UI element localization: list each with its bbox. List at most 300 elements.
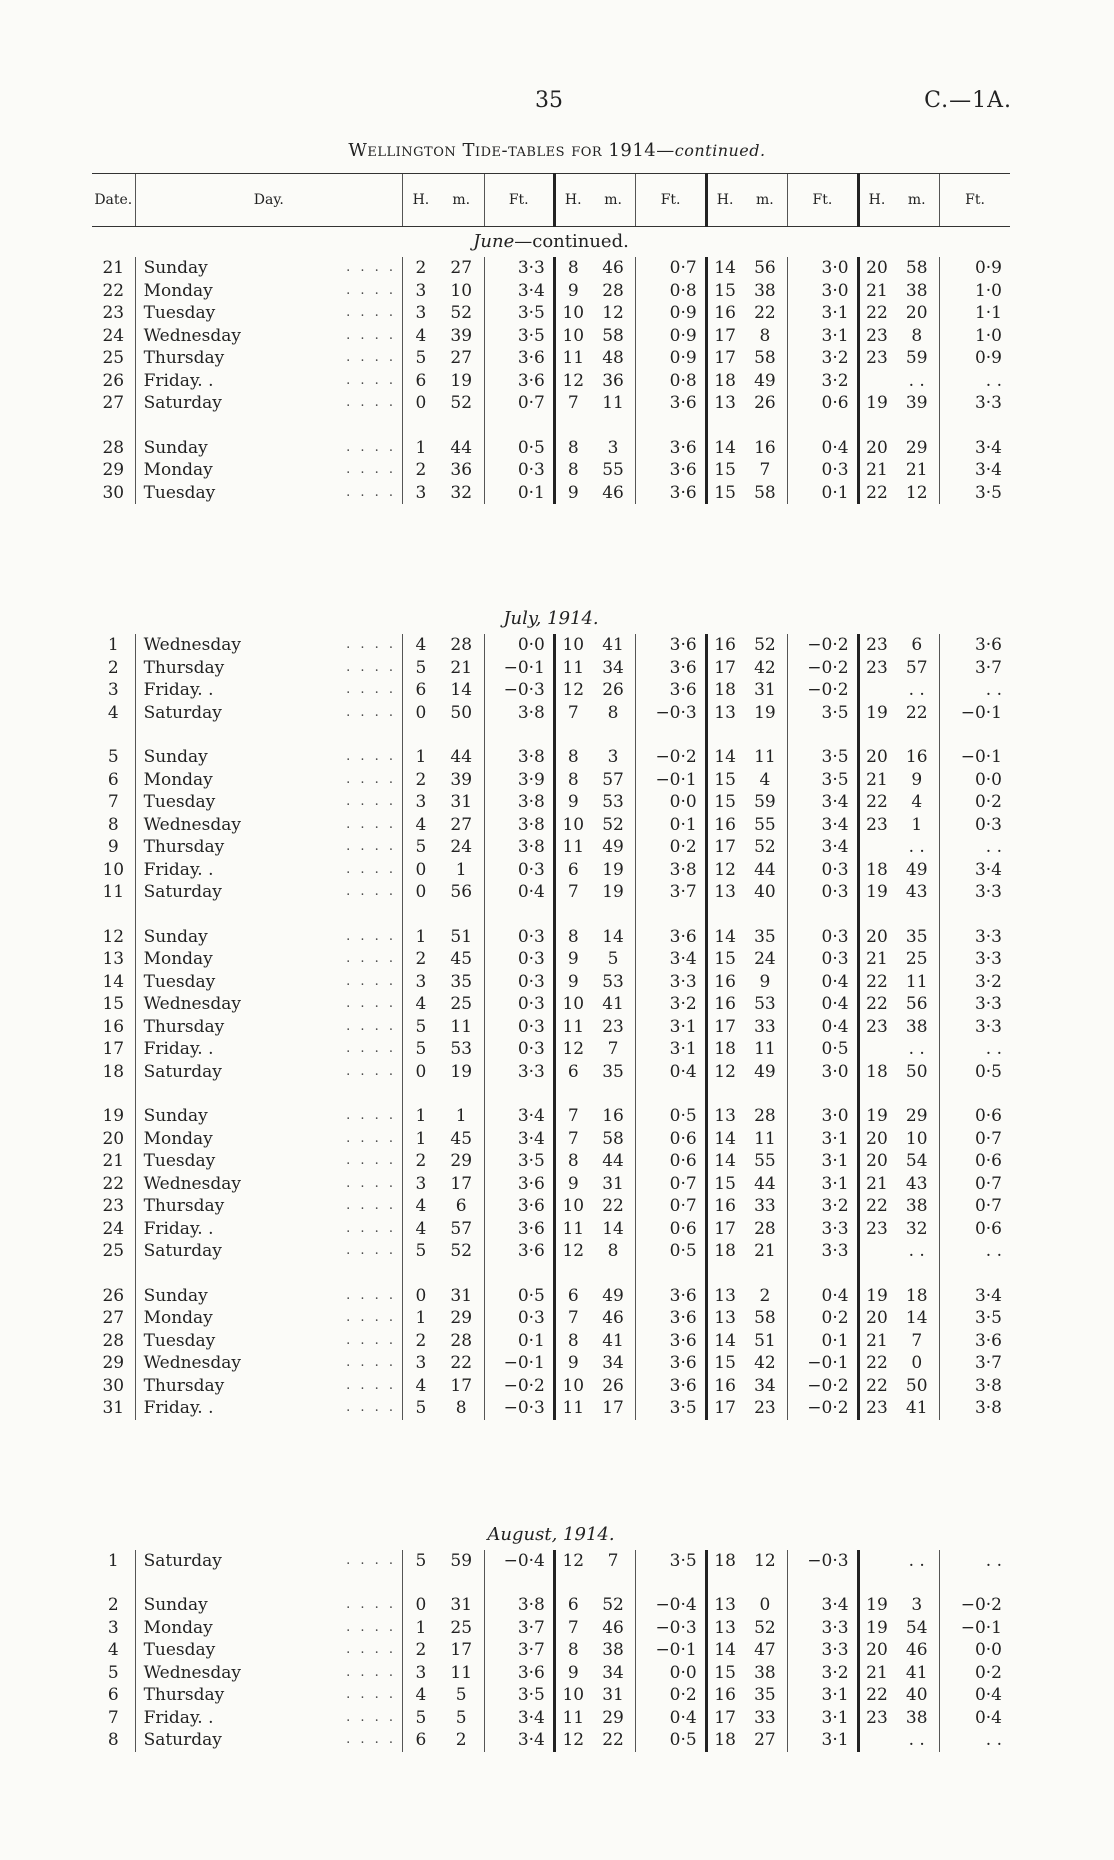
cell-h3: 14: [706, 257, 742, 280]
cell-m4: 46: [905, 1640, 928, 1660]
cell-h1: 5: [403, 1397, 439, 1420]
cell-date: 29: [102, 460, 125, 480]
cell-h1: 3: [403, 482, 439, 505]
cell-m4: 43: [905, 1173, 928, 1194]
cell-m4: 35: [905, 926, 928, 947]
cell-h4: 21: [858, 769, 894, 792]
cell-h1: 1: [403, 926, 439, 949]
cell-leader: . . . .: [346, 1243, 397, 1258]
cell-ft3: 3·2: [788, 347, 858, 370]
cell-h1: 2: [403, 1150, 439, 1173]
cell-m2: 3: [607, 437, 619, 458]
cell-h1: 6: [403, 679, 439, 702]
cell-day: Wednesday: [135, 1352, 325, 1375]
cell-leader: . . . .: [346, 659, 397, 675]
cell-ft1: 0·3: [484, 948, 554, 971]
page-title: [0, 140, 1114, 161]
cell-leader: . . . .: [346, 484, 397, 500]
cell-ft1: 0·1: [484, 482, 554, 505]
cell-day: Saturday: [135, 1240, 325, 1263]
cell-m4: 29: [905, 437, 928, 458]
cell-h2: 11: [554, 1397, 590, 1420]
cell-ft2: 0·5: [636, 1240, 706, 1263]
cell-m3: 11: [754, 1128, 776, 1149]
cell-m2: 7: [607, 1550, 619, 1571]
cell-h1: 5: [403, 1240, 439, 1263]
cell-h4: 22: [858, 1195, 894, 1218]
table-row: [92, 1375, 1010, 1398]
cell-leader: . . . .: [346, 350, 397, 365]
cell-h4: [858, 1240, 894, 1263]
cell-h2: 9: [554, 1352, 590, 1375]
cell-m3: 40: [754, 882, 776, 902]
cell-date: 1: [107, 1550, 119, 1571]
week-spacer: [92, 1083, 1010, 1105]
cell-date: 13: [102, 949, 125, 969]
cell-h3: 14: [706, 437, 742, 460]
cell-m2: 57: [602, 769, 624, 790]
table-row: [92, 791, 1010, 814]
cell-ft3: 0·1: [788, 482, 858, 505]
cell-h3: 17: [706, 347, 742, 370]
table-row: [92, 634, 1010, 657]
cell-ft4: 3·3: [940, 392, 1010, 415]
cell-date: 6: [107, 769, 119, 790]
cell-ft3: 3·0: [788, 1105, 858, 1128]
cell-leader: . . . .: [346, 395, 397, 410]
cell-h4: [858, 1038, 894, 1061]
cell-h4: 20: [858, 1639, 894, 1662]
cell-leader: . . . .: [346, 839, 397, 854]
cell-h4: 19: [858, 1594, 894, 1617]
cell-h2: 12: [554, 1038, 590, 1061]
header-m1: m.: [439, 174, 484, 227]
cell-m2: 22: [602, 1196, 624, 1216]
cell-day: Wednesday: [135, 814, 325, 837]
cell-ft4: 3·4: [940, 1285, 1010, 1308]
cell-ft2: 3·6: [636, 926, 706, 949]
cell-ft4: 0·6: [940, 1105, 1010, 1128]
cell-h4: 19: [858, 1105, 894, 1128]
cell-m1: 56: [450, 882, 473, 902]
cell-m4: . .: [908, 1039, 925, 1059]
cell-ft2: 3·4: [636, 948, 706, 971]
table-row: [92, 993, 1010, 1016]
cell-m1: 1: [455, 859, 467, 880]
header-ft2: Ft.: [636, 174, 706, 227]
cell-m4: . .: [908, 1241, 925, 1261]
cell-ft2: 3·1: [636, 1016, 706, 1039]
cell-h3: 13: [706, 1285, 742, 1308]
cell-leader: . . . .: [346, 1130, 397, 1146]
table-row: [92, 392, 1010, 415]
cell-ft2: 3·6: [636, 634, 706, 657]
cell-leader: . . . .: [346, 1332, 397, 1348]
cell-ft3: 3·4: [788, 814, 858, 837]
cell-m3: 44: [754, 859, 776, 880]
cell-h3: 17: [706, 1707, 742, 1730]
cell-m4: 4: [911, 792, 923, 812]
cell-m2: 46: [602, 1617, 624, 1638]
header-h3: H.: [706, 174, 742, 227]
cell-h1: 6: [403, 370, 439, 393]
cell-ft2: 3·6: [636, 437, 706, 460]
cell-leader: . . . .: [346, 1041, 397, 1056]
cell-h2: 11: [554, 347, 590, 370]
cell-ft2: 0·4: [636, 1707, 706, 1730]
cell-h3: 18: [706, 1038, 742, 1061]
cell-leader: . . . .: [346, 1597, 397, 1612]
header-h1: H.: [403, 174, 439, 227]
cell-day: Wednesday: [135, 1173, 325, 1196]
cell-ft1: −0·3: [484, 1397, 554, 1420]
cell-m4: . .: [908, 680, 925, 700]
cell-m3: 52: [754, 1617, 776, 1638]
header-day: Day.: [135, 174, 402, 227]
cell-day: Thursday: [135, 1195, 325, 1218]
cell-m4: 59: [905, 348, 928, 368]
cell-m1: 5: [455, 1707, 467, 1728]
cell-ft1: 3·7: [484, 1639, 554, 1662]
cell-h4: 22: [858, 971, 894, 994]
cell-m1: 52: [450, 393, 473, 413]
cell-m3: 26: [754, 393, 776, 413]
cell-ft1: 0·3: [484, 971, 554, 994]
cell-date: 5: [107, 747, 119, 767]
cell-ft1: 3·6: [484, 1173, 554, 1196]
cell-ft1: 3·5: [484, 1150, 554, 1173]
cell-leader: . . . .: [346, 1552, 397, 1568]
table-row: [92, 1707, 1010, 1730]
cell-ft2: −0·4: [636, 1594, 706, 1617]
cell-m4: 38: [905, 280, 928, 301]
cell-ft1: 3·5: [484, 302, 554, 325]
cell-h2: 12: [554, 1240, 590, 1263]
header-ft1: Ft.: [484, 174, 554, 227]
cell-date: 27: [102, 393, 125, 413]
cell-m3: 22: [754, 303, 776, 323]
cell-m2: 52: [602, 814, 624, 835]
cell-ft4: 0·0: [940, 769, 1010, 792]
cell-ft1: 0·3: [484, 1307, 554, 1330]
cell-day: Tuesday: [135, 482, 325, 505]
title-main: Wellington Tide-tables for 1914—: [348, 140, 675, 161]
cell-m2: 52: [602, 1595, 624, 1615]
cell-h2: 9: [554, 791, 590, 814]
cell-m3: 52: [754, 635, 776, 655]
cell-ft4: 0·6: [940, 1150, 1010, 1173]
header-m4: m.: [894, 174, 939, 227]
cell-h2: 12: [554, 1550, 590, 1573]
cell-ft2: 0·2: [636, 1684, 706, 1707]
cell-ft2: 0·0: [636, 791, 706, 814]
cell-m1: 35: [450, 971, 473, 992]
cell-ft3: 3·5: [788, 746, 858, 769]
cell-date: 8: [107, 1730, 119, 1750]
cell-ft4: 0·4: [940, 1684, 1010, 1707]
cell-m4: 41: [905, 1662, 928, 1683]
cell-h4: 19: [858, 1285, 894, 1308]
document-reference: C.—1A.: [924, 88, 1012, 113]
cell-h1: 4: [403, 1195, 439, 1218]
cell-h1: 3: [403, 1352, 439, 1375]
cell-h4: 20: [858, 1150, 894, 1173]
cell-ft2: 3·1: [636, 1038, 706, 1061]
cell-h1: 0: [403, 702, 439, 725]
cell-m4: 11: [905, 971, 928, 992]
cell-ft3: 3·4: [788, 1594, 858, 1617]
cell-m4: 3: [911, 1595, 923, 1615]
cell-h2: 7: [554, 702, 590, 725]
cell-day: Tuesday: [135, 1639, 325, 1662]
cell-m4: 41: [905, 1398, 928, 1418]
cell-h4: 20: [858, 746, 894, 769]
cell-h2: 7: [554, 392, 590, 415]
cell-h3: 17: [706, 325, 742, 348]
cell-h1: 2: [403, 948, 439, 971]
cell-h3: 16: [706, 1375, 742, 1398]
cell-h1: 2: [403, 459, 439, 482]
cell-m1: 1: [455, 1106, 467, 1126]
cell-ft3: 3·2: [788, 1662, 858, 1685]
cell-m2: 19: [602, 859, 624, 880]
table-row: [92, 1240, 1010, 1263]
cell-h3: 17: [706, 836, 742, 859]
cell-date: 25: [102, 348, 125, 368]
cell-day: Friday. .: [135, 679, 325, 702]
cell-ft1: 3·6: [484, 370, 554, 393]
cell-day: Tuesday: [135, 302, 325, 325]
cell-h2: 9: [554, 1173, 590, 1196]
cell-h1: 0: [403, 881, 439, 904]
cell-ft4: 3·8: [940, 1375, 1010, 1398]
cell-h1: 3: [403, 1662, 439, 1685]
table-row: [92, 1550, 1010, 1573]
cell-ft4: 0·5: [940, 1061, 1010, 1084]
cell-day: Friday. .: [135, 370, 325, 393]
cell-h2: 6: [554, 859, 590, 882]
cell-date: 7: [107, 792, 119, 812]
table-row: [92, 1195, 1010, 1218]
cell-h1: 0: [403, 1285, 439, 1308]
page-number: 35: [535, 88, 563, 113]
cell-m2: 53: [602, 971, 624, 992]
cell-ft3: −0·2: [788, 1375, 858, 1398]
cell-h2: 7: [554, 1307, 590, 1330]
cell-h1: 1: [403, 1307, 439, 1330]
cell-m4: 57: [905, 657, 928, 678]
table-row: [92, 257, 1010, 280]
cell-ft2: 0·7: [636, 1195, 706, 1218]
cell-ft3: 3·1: [788, 1150, 858, 1173]
cell-h3: 18: [706, 370, 742, 393]
cell-ft1: 3·4: [484, 1105, 554, 1128]
cell-ft1: 3·8: [484, 702, 554, 725]
table-row: [92, 1218, 1010, 1241]
table-row: [92, 302, 1010, 325]
cell-date: 28: [102, 1330, 125, 1351]
cell-m2: 31: [602, 1173, 624, 1194]
cell-day: Saturday: [135, 881, 325, 904]
cell-h1: 4: [403, 325, 439, 348]
cell-m2: 46: [602, 258, 624, 278]
table-row: [92, 347, 1010, 370]
cell-ft4: . .: [940, 836, 1010, 859]
cell-h2: 9: [554, 1662, 590, 1685]
cell-ft2: −0·2: [636, 746, 706, 769]
cell-leader: . . . .: [346, 260, 397, 275]
table-row: [92, 679, 1010, 702]
cell-leader: . . . .: [346, 951, 397, 966]
cell-h1: 1: [403, 1617, 439, 1640]
cell-m1: 57: [450, 1218, 473, 1239]
cell-day: Tuesday: [135, 971, 325, 994]
cell-ft4: 3·6: [940, 634, 1010, 657]
cell-m1: 32: [450, 482, 473, 503]
cell-ft1: 3·6: [484, 1240, 554, 1263]
cell-h4: 19: [858, 702, 894, 725]
cell-h3: 13: [706, 1617, 742, 1640]
cell-m1: 39: [450, 769, 473, 790]
cell-m2: 26: [602, 680, 624, 700]
cell-m4: 43: [905, 882, 928, 902]
cell-ft4: 3·6: [940, 1330, 1010, 1353]
cell-ft3: 0·4: [788, 1285, 858, 1308]
cell-m1: 31: [450, 1285, 473, 1306]
cell-m4: 38: [905, 1707, 928, 1728]
cell-m4: 32: [905, 1218, 928, 1239]
cell-ft4: −0·2: [940, 1594, 1010, 1617]
cell-m2: 34: [602, 1662, 624, 1683]
cell-leader: . . . .: [346, 884, 397, 899]
cell-m4: 14: [905, 1308, 928, 1328]
cell-m4: 40: [905, 1685, 928, 1705]
cell-m1: 44: [450, 747, 473, 767]
cell-day: Sunday: [135, 926, 325, 949]
header-m2: m.: [591, 174, 636, 227]
cell-ft2: 3·6: [636, 482, 706, 505]
cell-ft1: 3·6: [484, 1218, 554, 1241]
cell-ft2: 0·8: [636, 280, 706, 303]
cell-ft4: 3·5: [940, 1307, 1010, 1330]
cell-m3: 9: [759, 971, 771, 992]
cell-ft1: 3·8: [484, 1594, 554, 1617]
cell-ft3: 0·3: [788, 926, 858, 949]
cell-ft2: 3·6: [636, 679, 706, 702]
cell-m1: 2: [455, 1730, 467, 1750]
cell-m2: 22: [602, 1730, 624, 1750]
cell-m3: 47: [754, 1640, 776, 1660]
month-suffix: —continued.: [514, 231, 629, 252]
cell-ft4: 3·3: [940, 926, 1010, 949]
cell-ft2: 3·6: [636, 1307, 706, 1330]
cell-m3: 58: [754, 1308, 776, 1328]
cell-m2: 7: [607, 1039, 619, 1059]
table-row: [92, 1038, 1010, 1061]
cell-ft3: 3·5: [788, 769, 858, 792]
cell-ft1: 3·5: [484, 1684, 554, 1707]
cell-ft2: 0·8: [636, 370, 706, 393]
cell-h2: 11: [554, 657, 590, 680]
cell-ft2: −0·1: [636, 1639, 706, 1662]
cell-ft1: 3·4: [484, 280, 554, 303]
cell-ft4: −0·1: [940, 1617, 1010, 1640]
cell-ft2: 0·7: [636, 257, 706, 280]
table-row: [92, 1128, 1010, 1151]
cell-h3: 16: [706, 1195, 742, 1218]
cell-h3: 17: [706, 1397, 742, 1420]
cell-ft1: −0·2: [484, 1375, 554, 1398]
cell-leader: . . . .: [346, 928, 397, 944]
table-row: [92, 1617, 1010, 1640]
cell-day: Friday. .: [135, 1038, 325, 1061]
cell-h3: 12: [706, 859, 742, 882]
cell-ft4: 1·0: [940, 325, 1010, 348]
cell-h1: 4: [403, 814, 439, 837]
cell-m2: 49: [602, 1285, 624, 1306]
cell-ft4: 3·3: [940, 1016, 1010, 1039]
cell-h3: 14: [706, 926, 742, 949]
cell-m1: 19: [450, 1061, 473, 1082]
table-row: [92, 1016, 1010, 1039]
cell-day: Saturday: [135, 1061, 325, 1084]
cell-ft3: 0·4: [788, 1016, 858, 1039]
cell-date: 30: [102, 1375, 125, 1396]
cell-h3: 18: [706, 1240, 742, 1263]
cell-h2: 6: [554, 1285, 590, 1308]
cell-h3: 15: [706, 482, 742, 505]
cell-ft3: −0·2: [788, 679, 858, 702]
cell-m1: 39: [450, 325, 473, 346]
cell-date: 3: [107, 680, 119, 700]
cell-day: Wednesday: [135, 325, 325, 348]
cell-h1: 0: [403, 1061, 439, 1084]
cell-ft1: 3·8: [484, 836, 554, 859]
cell-h2: 6: [554, 1594, 590, 1617]
cell-ft4: 0·9: [940, 257, 1010, 280]
cell-h4: 20: [858, 1307, 894, 1330]
cell-h2: 8: [554, 459, 590, 482]
cell-m1: 22: [450, 1353, 473, 1373]
cell-ft4: . .: [940, 679, 1010, 702]
cell-m4: 16: [905, 747, 928, 767]
cell-m2: 19: [602, 882, 624, 902]
cell-leader: . . . .: [346, 682, 397, 697]
cell-m1: 29: [450, 1308, 473, 1328]
cell-ft2: −0·1: [636, 769, 706, 792]
cell-day: Saturday: [135, 1729, 325, 1752]
week-spacer: [92, 1263, 1010, 1285]
cell-ft2: −0·3: [636, 702, 706, 725]
cell-ft4: 0·7: [940, 1173, 1010, 1196]
cell-day: Wednesday: [135, 1662, 325, 1685]
cell-h3: 17: [706, 1218, 742, 1241]
cell-date: 24: [102, 1218, 125, 1239]
cell-ft3: 0·4: [788, 971, 858, 994]
cell-m1: 6: [455, 1196, 467, 1216]
cell-m4: 58: [905, 258, 928, 278]
cell-ft4: . .: [940, 1729, 1010, 1752]
table-row: [92, 769, 1010, 792]
table-row: [92, 1307, 1010, 1330]
cell-m3: 8: [759, 325, 771, 346]
cell-h2: 11: [554, 1707, 590, 1730]
cell-ft4: 3·7: [940, 1352, 1010, 1375]
cell-ft1: 3·3: [484, 1061, 554, 1084]
cell-m1: 51: [450, 926, 473, 947]
cell-m2: 53: [602, 792, 624, 812]
cell-ft1: 0·5: [484, 437, 554, 460]
